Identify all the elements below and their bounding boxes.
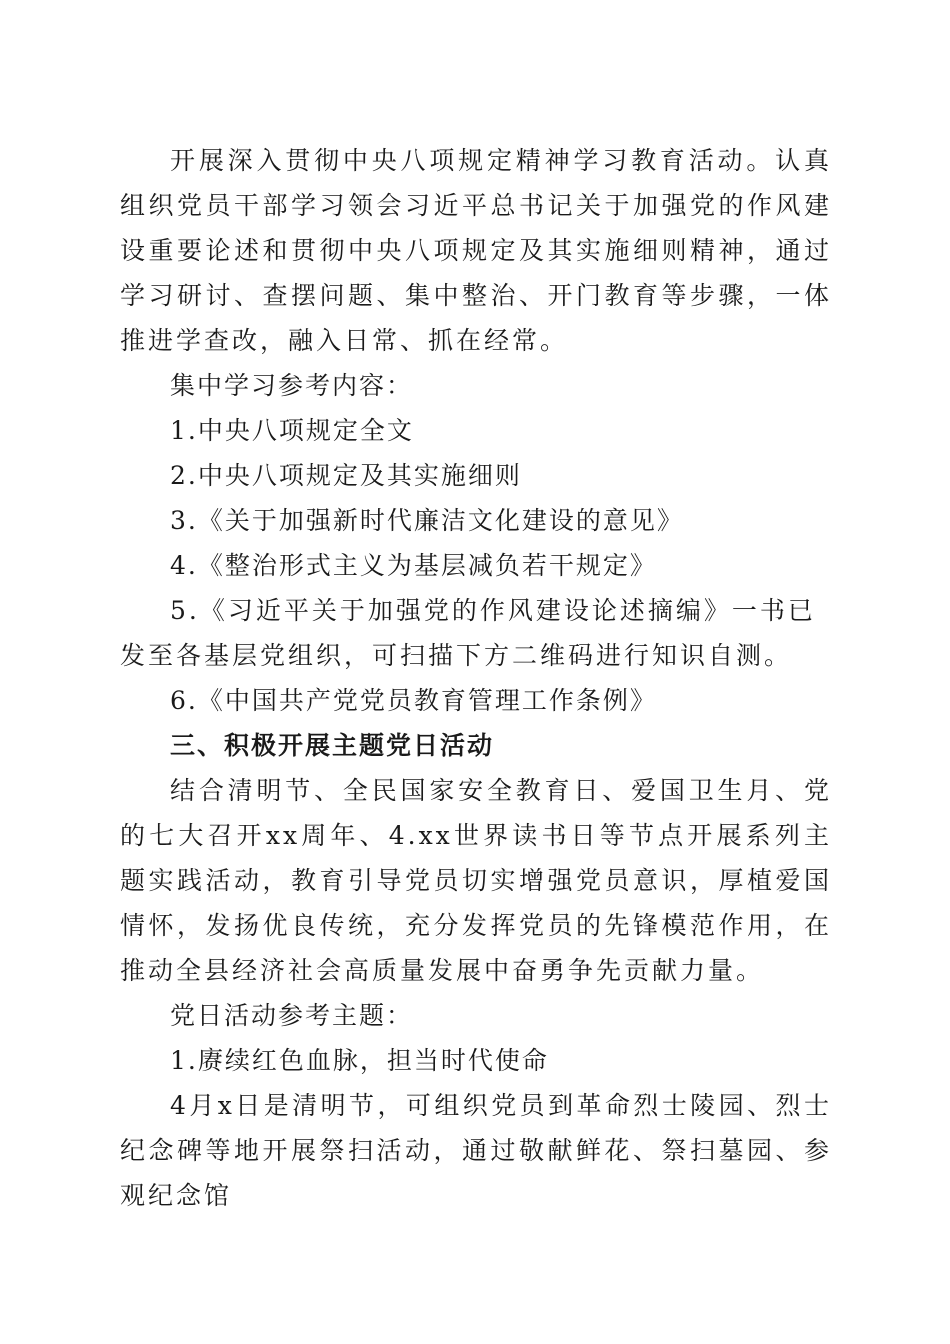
study-label: 集中学习参考内容： (170, 371, 414, 400)
topics-label: 党日活动参考主题： (170, 1001, 414, 1030)
study-item-5: 5.《习近平关于加强党的作风建设论述摘编》一书已发至各基层党组织，可扫描下方二维码进行知识自测。 (120, 596, 816, 670)
study-item-1: 1.中央八项规定全文 (170, 416, 414, 445)
document-page (120, 138, 832, 1218)
study-item-3: 3.《关于加强新时代廉洁文化建设的意见》 (170, 506, 684, 535)
topic-1-text: 4月x日是清明节，可组织党员到革命烈士陵园、烈士纪念碑等地开展祭扫活动，通过敬献鲜花、祭扫墓园、参观纪念馆 (120, 1091, 832, 1210)
section-2-intro: 开展深入贯彻中央八项规定精神学习教育活动。认真组织党员干部学习领会习近平总书记关于加强党的作风建设重要论述和贯彻中央八项规定及其实施细则精神，通过学习研讨、查摆问题、集中整治、开门教育等步骤，一体推进学查改，融入日常、抓在经常。 (120, 146, 832, 355)
section-3-heading: 三、积极开展主题党日活动 (170, 731, 495, 760)
study-item-6: 6.《中国共产党党员教育管理工作条例》 (170, 686, 657, 715)
study-item-2: 2.中央八项规定及其实施细则 (170, 461, 522, 490)
section-3-intro: 结合清明节、全民国家安全教育日、爱国卫生月、党的七大召开xx周年、4.xx世界读书日等节点开展系列主题实践活动，教育引导党员切实增强党员意识，厚植爱国情怀，发扬优良传统，充分发挥党员的先锋模范作用，在推动全县经济社会高质量发展中奋勇争先贡献力量。 (120, 776, 832, 985)
topic-1-title: 1.赓续红色血脉，担当时代使命 (170, 1046, 549, 1075)
study-item-4: 4.《整治形式主义为基层减负若干规定》 (170, 551, 657, 580)
